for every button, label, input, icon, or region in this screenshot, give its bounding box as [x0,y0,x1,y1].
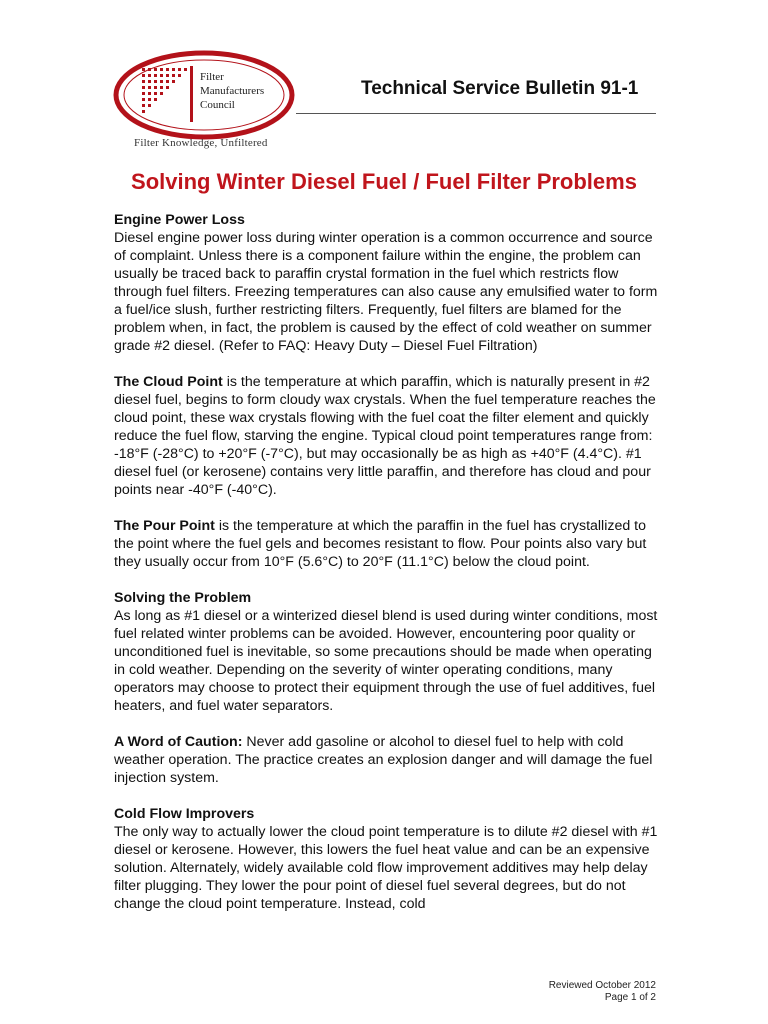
logo-wordmark [200,70,264,112]
section-lead: A Word of Caution: [114,734,243,750]
section-heading: Cold Flow Improvers [114,806,255,822]
logo-line-2: Manufacturers [200,85,265,97]
section-caution [114,733,659,787]
section-engine-power-loss [114,211,659,355]
section-pour-point [114,517,659,571]
logo-tagline: Filter Knowledge, Unfiltered [134,137,268,149]
section-cloud-point [114,373,659,499]
section-body: As long as #1 diesel or a winterized diesel blend is used during winter conditions, most fuel related winter problems can be avoided. However, encountering poor quality or unconditioned fuel is inevitable, so some precautions should be made when operating in cold weather. Depending on the severity of winter operating conditions, many operators may choose to protect their equipment through the use of fuel additives, fuel heaters, and fuel water separators. [114,608,658,714]
logo-line-3: Council [200,99,235,111]
header-divider [296,113,656,114]
section-body: Diesel engine power loss during winter operation is a common occurrence and source of complaint. Unless there is a component failure within the engine, the problem can usually be traced back to paraffin crystal formation in the fuel which restricts flow through fuel filters. Freezing temperatures can also cause any emulsified water to form a fuel/ice slush, further restricting filters. Frequently, fuel filters are blamed for the problem when, in fact, the problem is caused by the effect of cold weather on summer grade #2 diesel. (Refer to FAQ: Heavy Duty – Diesel Fuel Filtration) [114,230,658,354]
section-solving-problem [114,589,659,715]
section-heading: Solving the Problem [114,590,252,606]
section-body: Never add gasoline or alcohol to diesel fuel to help with cold weather operation. The practice creates an explosion danger and will damage the fuel injection system. [114,734,653,786]
section-lead: The Pour Point [114,518,215,534]
section-cold-flow [114,805,659,913]
section-heading: Engine Power Loss [114,212,245,228]
page-number: Page 1 of 2 [604,992,656,1003]
section-lead: The Cloud Point [114,374,223,390]
section-body: is the temperature at which paraffin, which is naturally present in #2 diesel fuel, begins to form cloudy wax crystals. When the fuel temperature reaches the cloud point, these wax crystals flowing with the fuel coat the filter element and quickly reduce the fuel flow, starving the engine. Typical cloud point temperatures range from: -18°F (-28°C) to +20°F (-7°C), but may occasionally be as high as +40°F (4.4°C). #1 diesel fuel (or kerosene) contains very little paraffin, and therefore has cloud and pour points near -40°F (-40°C). [114,374,656,498]
logo-line-1: Filter [200,71,224,83]
page-title: Solving Winter Diesel Fuel / Fuel Filter Problems [131,169,637,194]
section-body: is the temperature at which the paraffin in the fuel has crystallized to the point where the fuel gels and becomes resistant to flow. Pour points also vary but they usually occur from 10°F (5.6°C) to 20°F (11.1°C) below the cloud point. [114,518,647,570]
section-body: The only way to actually lower the cloud point temperature is to dilute #2 diesel with #1 diesel or kerosene. However, this lowers the fuel heat value and can be an expensive solution. Alternately, widely available cold flow improvement additives may help delay filter plugging. They lower the pour point of diesel fuel several degrees, but do not change the cloud point temperature. Instead, cold [114,824,658,912]
reviewed-date: Reviewed October 2012 [548,980,656,991]
page-footer [549,980,656,1004]
document-body [114,211,659,931]
bulletin-title: Technical Service Bulletin 91-1 [361,78,639,99]
